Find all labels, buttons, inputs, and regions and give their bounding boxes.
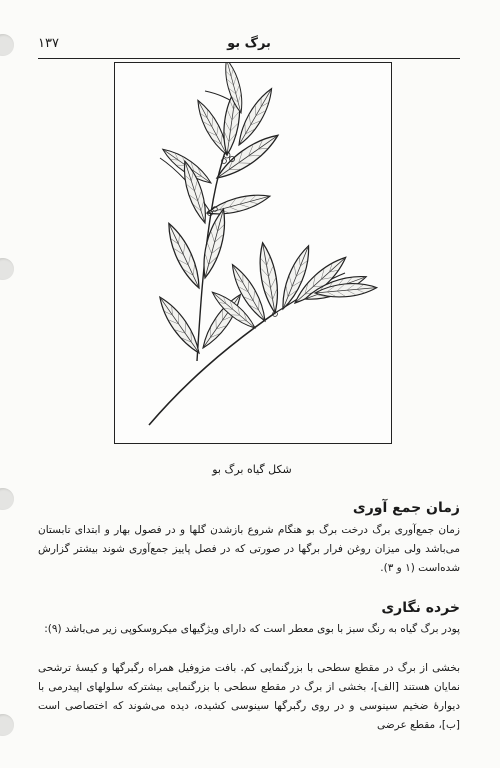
paragraph-microscopy-detail: بخشی از برگ در مقطع سطحی با بزرگنمایی کم. بافت مزوفیل همراه رگبرگها و کیسهٔ ترشحی نمایان هستند [الف]، بخشی از برگ در مقطع سطحی با بزرگنمایی بیشترکه سلولهای اپیدرمی با دیوارهٔ ضخیم سینوسی و در روی رگبرگها سینوسی کشیده، دیده می‌شوند که اختصاصی است [ب]، مقطع عرضی: [38, 662, 460, 731]
paragraph-microscopy-intro: پودر برگ گیاه به رنگ سبز با بوی معطر است که دارای ویژگیهای میکروسکوپی زیر می‌باشد (۹):: [44, 623, 460, 635]
binder-hole-top: [0, 34, 14, 56]
running-title: برگ بو: [227, 36, 271, 51]
page-header: [38, 36, 460, 59]
figure-caption: شکل گیاه برگ بو: [212, 463, 292, 476]
binder-hole-upper-middle: [0, 258, 14, 280]
section-heading-harvest-time: زمان جمع آوری: [352, 500, 460, 516]
page-number: ١٣٧: [38, 36, 59, 51]
paragraph-harvest-time: زمان جمع‌آوری برگ درخت برگ بو هنگام شروع بازشدن گلها و در فصول بهار و ابتدای تابستان می‌باشد ولی میزان روغن فرار برگها در صورتی که در فصل پاییز جمع‌آوری شوند بیشتر گزارش شده‌است (۱ و ۳).: [38, 524, 460, 574]
binder-hole-lower-middle: [0, 488, 14, 510]
binder-hole-bottom: [0, 714, 14, 736]
bay-laurel-plant-illustration: [115, 63, 391, 443]
figure-frame: [114, 62, 392, 444]
section-heading-microscopy: خرده نگاری: [381, 600, 460, 616]
